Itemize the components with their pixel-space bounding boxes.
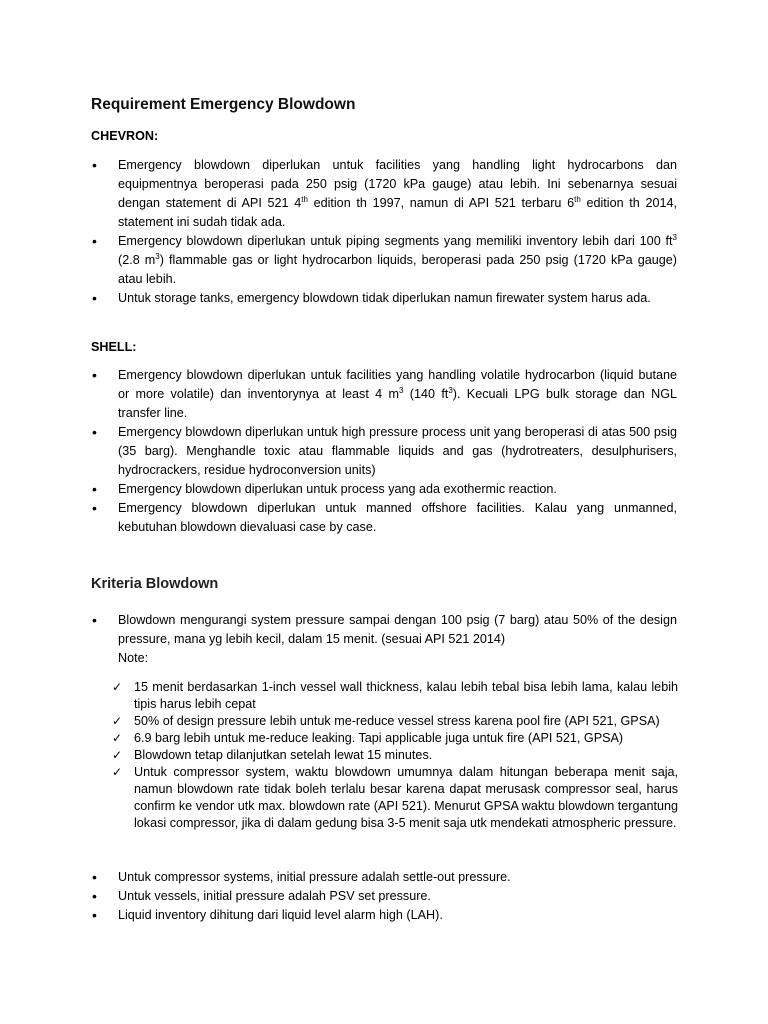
kriteria-extra-list (92, 868, 677, 925)
check-item: ✓ Blowdown tetap dilanjutkan setelah lewat 15 minutes. (112, 748, 433, 762)
section-heading-kriteria: Kriteria Blowdown (91, 576, 219, 592)
note-checklist (112, 679, 678, 832)
shell-list (92, 366, 677, 537)
list-item: • Emergency blowdown diperlukan untuk process yang ada exothermic reaction. (92, 480, 677, 499)
shell-label: SHELL: (91, 340, 137, 354)
check-icon: ✓ (112, 714, 123, 728)
check-item: ✓ 50% of design pressure lebih untuk me-reduce vessel stress karena pool fire (API 521, GPSA) (112, 714, 660, 728)
note-label: Note: (118, 651, 149, 665)
check-icon: ✓ (112, 765, 123, 779)
kriteria-main-list (92, 611, 677, 668)
check-item: ✓ Untuk compressor system, waktu blowdown umumnya dalam hitungan beberapa menit saja, namun blowdown rate tidak boleh terlalu besar karena dapat merusask compressor seal, harus confirm ke vendor utk max. blowdown rate (API 521). Menurut GPSA waktu blowdown tergantung lokasi compressor, jika di dalam gedung bisa 3-5 menit saja utk mendekati atmospheric pressure. (112, 765, 678, 830)
chevron-list (92, 156, 677, 308)
chevron-label: CHEVRON: (91, 129, 159, 143)
list-item: • Untuk storage tanks, emergency blowdown tidak diperlukan namun firewater system harus ada. (92, 289, 677, 308)
list-item: • Blowdown mengurangi system pressure sampai dengan 100 psig (7 barg) atau 50% of the design pressure, mana yg lebih kecil, dalam 15 menit. (sesuai API 521 2014) Note: (92, 611, 677, 668)
list-item: • Liquid inventory dihitung dari liquid level alarm high (LAH). (92, 906, 677, 925)
list-item: • Untuk compressor systems, initial pressure adalah settle-out pressure. (92, 868, 677, 887)
check-icon: ✓ (112, 748, 123, 762)
check-icon: ✓ (112, 731, 123, 745)
page-title: Requirement Emergency Blowdown (91, 96, 356, 113)
list-item: • Emergency blowdown diperlukan untuk piping segments yang memiliki inventory lebih dari 100 $ft^3$ (2.8 $m^3$) flammable gas or light hydrocarbon liquids, beroperasi pada 250 psig (1720 kPa gauge) atau lebih. (92, 232, 677, 289)
check-item: ✓ 6.9 barg lebih untuk me-reduce leaking. Tapi applicable juga untuk fire (API 521, GPSA) (112, 731, 624, 745)
list-item: • Emergency blowdown diperlukan untuk facilities yang handling light hydrocarbons dan equipmentnya beroperasi pada 250 psig (1720 kPa gauge) atau lebih. Ini sebenarnya sesuai dengan statement di API 521 4th edition th 1997, namun di API 521 terbaru 6th edition th 2014, statement ini sudah tidak ada. (92, 156, 677, 232)
list-item: • Emergency blowdown diperlukan untuk facilities yang handling volatile hydrocarbon (liquid butane or more volatile) dan inventorynya at least 4 $m^3$ (140 $ft^3$). Kecuali LPG bulk storage dan NGL transfer line. (92, 366, 677, 423)
check-item: ✓ 15 menit berdasarkan 1-inch vessel wall thickness, kalau lebih tebal bisa lebih lama, kalau lebih tipis harus lebih cepat (112, 680, 678, 711)
list-item: • Emergency blowdown diperlukan untuk high pressure process unit yang beroperasi di atas 500 psig (35 barg). Menghandle toxic atau flammable liquids and gas (hydrotreaters, desulphurisers, hydrocrackers, residue hydroconversion units) (92, 423, 677, 480)
list-item: • Untuk vessels, initial pressure adalah PSV set pressure. (92, 887, 677, 906)
list-item: • Emergency blowdown diperlukan untuk manned offshore facilities. Kalau yang unmanned, kebutuhan blowdown dievaluasi case by case. (92, 499, 677, 537)
check-icon: ✓ (112, 680, 123, 694)
